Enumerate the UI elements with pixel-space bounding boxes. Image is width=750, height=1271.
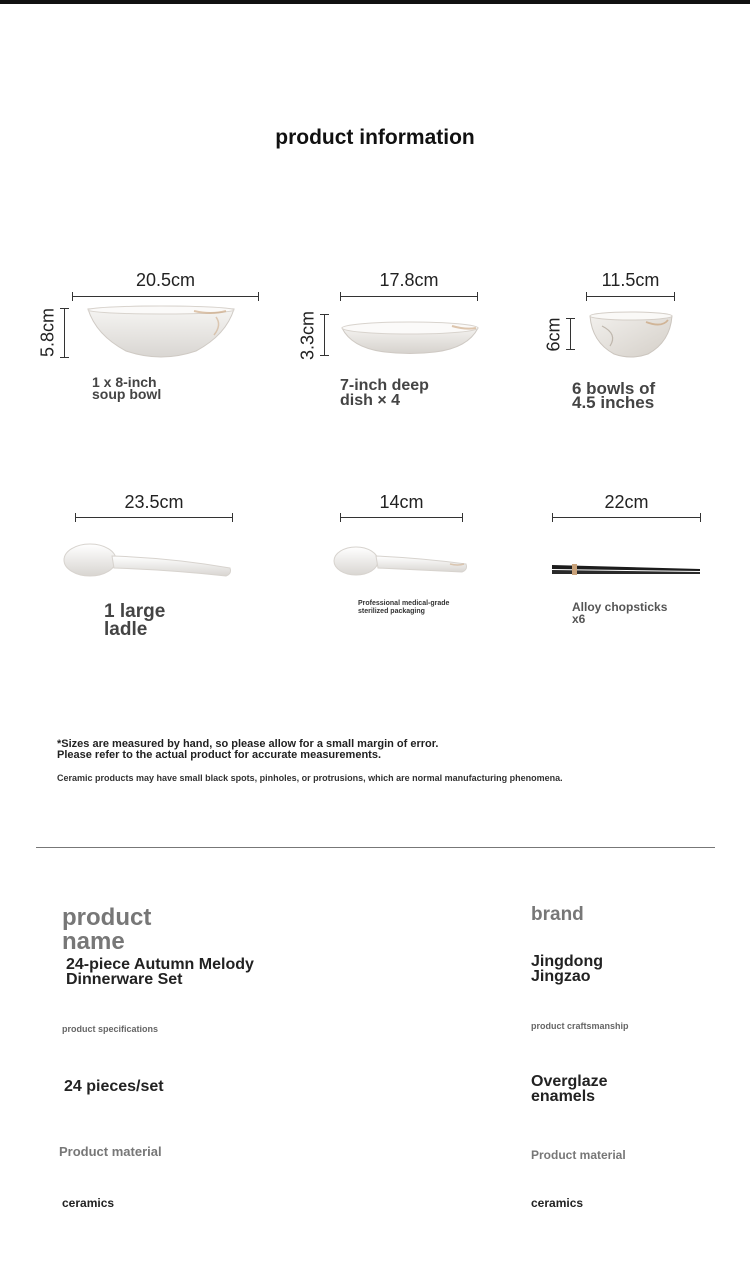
item-3-height-line xyxy=(566,318,575,350)
item-4-caption: 1 large ladle xyxy=(104,601,166,640)
measurement-note: *Sizes are measured by hand, so please allow for a small margin of error. Please refer to the actual product for accurate measurements. xyxy=(57,738,439,761)
item-6-width-label: 22cm xyxy=(604,492,649,512)
item-5-caption: Professional medical-grade sterilized packaging xyxy=(358,600,450,615)
brand-value: Jingdong Jingzao xyxy=(531,953,603,985)
item-3-width-line xyxy=(586,292,675,301)
material-label-left: Product material xyxy=(59,1144,162,1159)
craftsmanship-label: product craftsmanship xyxy=(531,1021,629,1031)
item-5-width-label: 14cm xyxy=(379,492,424,512)
item-1-height-line xyxy=(60,308,69,358)
product-name-label: product name xyxy=(62,904,152,955)
item-3-caption: 6 bowls of 4.5 inches xyxy=(572,379,656,412)
item-2-height-line xyxy=(320,314,329,356)
item-2-width-label: 17.8cm xyxy=(379,270,439,290)
item-2-caption: 7-inch deep dish × 4 xyxy=(340,377,429,409)
item-1-width-label: 20.5cm xyxy=(135,270,196,290)
material-label-right: Product material xyxy=(531,1148,626,1162)
item-6-caption: Alloy chopsticks x6 xyxy=(572,600,668,626)
chopsticks-icon xyxy=(552,562,702,578)
item-1-caption: 1 x 8-inch soup bowl xyxy=(92,374,162,402)
material-value-left: ceramics xyxy=(62,1196,115,1210)
product-name-value: 24-piece Autumn Melody Dinnerware Set xyxy=(66,956,254,988)
item-1-width-line xyxy=(72,292,259,301)
rice-bowl-icon xyxy=(588,310,674,360)
item-3-height-label: 6cm xyxy=(543,317,564,352)
item-2-width-line xyxy=(340,292,478,301)
item-3-width-label: 11.5cm xyxy=(601,270,660,290)
item-1-height-label: 5.8cm xyxy=(37,307,58,358)
item-5-width-line xyxy=(340,513,463,522)
item-2-height-label: 3.3cm xyxy=(297,310,318,361)
brand-label: brand xyxy=(531,904,584,925)
page-title: product information xyxy=(275,126,475,149)
item-4-width-label: 23.5cm xyxy=(124,492,184,512)
section-divider xyxy=(36,847,715,848)
ceramic-note: Ceramic products may have small black spots, pinholes, or protrusions, which are normal manufacturing phenomena. xyxy=(57,773,563,783)
specifications-label: product specifications xyxy=(62,1024,159,1034)
soup-bowl-icon xyxy=(86,305,236,365)
spoon-icon xyxy=(332,544,468,580)
ladle-icon xyxy=(62,540,234,584)
material-value-right: ceramics xyxy=(531,1196,584,1210)
specifications-value: 24 pieces/set xyxy=(64,1078,164,1095)
craftsmanship-value: Overglaze enamels xyxy=(531,1073,608,1105)
item-4-width-line xyxy=(75,513,233,522)
item-6-width-line xyxy=(552,513,701,522)
deep-dish-icon xyxy=(340,318,480,358)
top-border xyxy=(0,0,750,4)
